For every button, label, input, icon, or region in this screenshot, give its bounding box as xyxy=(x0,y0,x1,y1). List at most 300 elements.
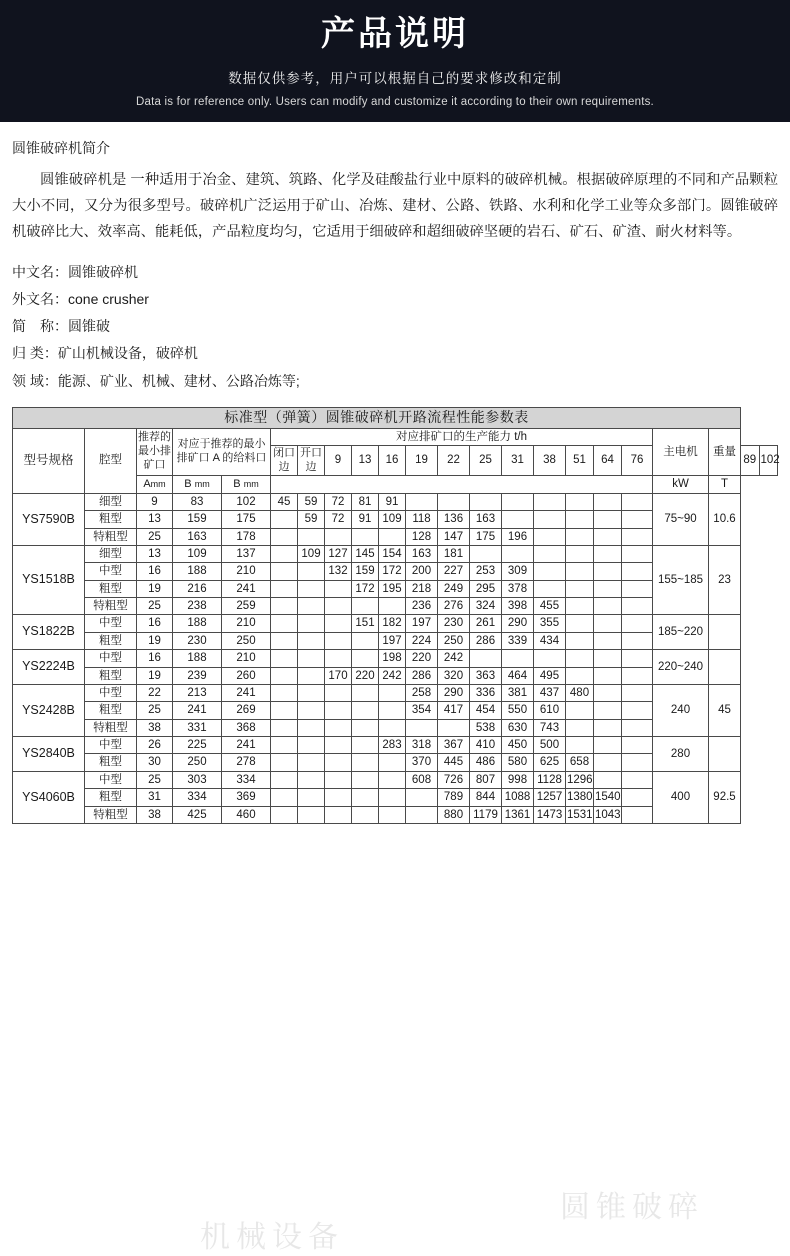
cell-capacity-51: 1361 xyxy=(502,806,534,823)
cell-capacity-19 xyxy=(352,702,379,719)
cell-capacity-25 xyxy=(406,493,438,510)
header-capacity-col-38: 38 xyxy=(534,445,566,476)
cell-closed-side: 109 xyxy=(173,545,222,562)
cell-capacity-16: 72 xyxy=(325,493,352,510)
cell-capacity-51: 550 xyxy=(502,702,534,719)
spec-value: cone crusher xyxy=(68,290,149,307)
cell-capacity-22: 197 xyxy=(379,632,406,649)
spec-key: 中文名： xyxy=(12,263,68,280)
cell-capacity-25: 200 xyxy=(406,563,438,580)
cell-open-side: 241 xyxy=(222,684,271,701)
cell-capacity-31: 726 xyxy=(438,771,470,788)
cell-cavity: 粗型 xyxy=(85,667,137,684)
cell-motor: 155~185 xyxy=(653,545,709,615)
cell-capacity-25 xyxy=(406,806,438,823)
header-weight-unit: T xyxy=(709,476,741,493)
cell-capacity-25: 118 xyxy=(406,511,438,528)
cell-open-side: 241 xyxy=(222,737,271,754)
cell-min-discharge: 26 xyxy=(137,737,173,754)
spec-item-name-cn xyxy=(12,259,778,286)
cell-capacity-76: 1531 xyxy=(566,806,594,823)
cell-capacity-31: 276 xyxy=(438,598,470,615)
cell-capacity-102 xyxy=(622,806,653,823)
cell-capacity-102 xyxy=(622,598,653,615)
table-row xyxy=(13,684,778,701)
cell-capacity-102 xyxy=(622,684,653,701)
cell-weight: 45 xyxy=(709,684,741,736)
cell-capacity-9 xyxy=(271,719,298,736)
cell-cavity: 粗型 xyxy=(85,580,137,597)
cell-capacity-76 xyxy=(566,563,594,580)
cell-capacity-31: 242 xyxy=(438,650,470,667)
cell-capacity-25: 197 xyxy=(406,615,438,632)
cell-capacity-89 xyxy=(594,667,622,684)
table-row xyxy=(13,771,778,788)
header-motor-unit: kW xyxy=(653,476,709,493)
cell-min-discharge: 25 xyxy=(137,702,173,719)
header-subtitle-cn: 数据仅供参考，用户可以根据自己的要求修改和定制 xyxy=(228,70,562,86)
page-title: 产品说明 xyxy=(321,16,469,53)
cell-capacity-31: 136 xyxy=(438,511,470,528)
cell-capacity-102 xyxy=(622,737,653,754)
cell-capacity-22 xyxy=(379,528,406,545)
spec-item-field xyxy=(12,368,778,395)
cell-capacity-16 xyxy=(325,719,352,736)
cell-capacity-31: 320 xyxy=(438,667,470,684)
cell-min-discharge: 16 xyxy=(137,563,173,580)
cell-capacity-25: 220 xyxy=(406,650,438,667)
cell-capacity-22: 242 xyxy=(379,667,406,684)
cell-capacity-9 xyxy=(271,615,298,632)
cell-capacity-13 xyxy=(298,528,325,545)
cell-capacity-16 xyxy=(325,684,352,701)
cell-capacity-13 xyxy=(298,632,325,649)
cell-capacity-19: 172 xyxy=(352,580,379,597)
cell-capacity-89 xyxy=(594,754,622,771)
cell-motor: 185~220 xyxy=(653,615,709,650)
spec-value: 矿山机械设备，破碎机 xyxy=(57,345,198,362)
cell-capacity-38: 454 xyxy=(470,702,502,719)
cell-capacity-22: 109 xyxy=(379,511,406,528)
cell-min-discharge: 19 xyxy=(137,580,173,597)
table-row xyxy=(13,615,778,632)
cell-open-side: 278 xyxy=(222,754,271,771)
cell-capacity-13 xyxy=(298,650,325,667)
cell-min-discharge: 13 xyxy=(137,545,173,562)
cell-model: YS2840B xyxy=(13,737,85,772)
cell-capacity-13 xyxy=(298,789,325,806)
header-capacity-col-13: 13 xyxy=(352,445,379,476)
parameters-table xyxy=(12,407,778,824)
cell-capacity-76 xyxy=(566,580,594,597)
header-min-discharge: 推荐的最小排矿口 xyxy=(137,428,173,476)
cell-capacity-64 xyxy=(534,650,566,667)
cell-capacity-89 xyxy=(594,493,622,510)
cell-capacity-13 xyxy=(298,771,325,788)
watermark-left: 机械设备 xyxy=(200,1220,344,1254)
cell-capacity-64: 1473 xyxy=(534,806,566,823)
table-row xyxy=(13,737,778,754)
cell-closed-side: 230 xyxy=(173,632,222,649)
cell-cavity: 粗型 xyxy=(85,789,137,806)
cell-capacity-89: 1043 xyxy=(594,806,622,823)
header-model: 型号规格 xyxy=(13,428,85,493)
cell-cavity: 中型 xyxy=(85,684,137,701)
cell-capacity-9 xyxy=(271,545,298,562)
cell-capacity-102 xyxy=(622,771,653,788)
cell-motor: 220~240 xyxy=(653,650,709,685)
cell-open-side: 460 xyxy=(222,806,271,823)
cell-capacity-38 xyxy=(470,650,502,667)
cell-capacity-22: 154 xyxy=(379,545,406,562)
cell-motor: 240 xyxy=(653,684,709,736)
cell-capacity-64 xyxy=(534,545,566,562)
cell-capacity-31: 250 xyxy=(438,632,470,649)
cell-cavity: 中型 xyxy=(85,771,137,788)
header-capacity-col-9: 9 xyxy=(325,445,352,476)
header-capacity-col-51: 51 xyxy=(566,445,594,476)
cell-capacity-22: 195 xyxy=(379,580,406,597)
cell-capacity-38: 175 xyxy=(470,528,502,545)
cell-capacity-19 xyxy=(352,632,379,649)
cell-cavity: 中型 xyxy=(85,650,137,667)
header-capacity-col-19: 19 xyxy=(406,445,438,476)
cell-capacity-64: 610 xyxy=(534,702,566,719)
cell-capacity-38: 336 xyxy=(470,684,502,701)
cell-capacity-19 xyxy=(352,771,379,788)
cell-capacity-89 xyxy=(594,511,622,528)
cell-capacity-22 xyxy=(379,789,406,806)
cell-capacity-25: 224 xyxy=(406,632,438,649)
cell-capacity-31: 789 xyxy=(438,789,470,806)
cell-min-discharge: 38 xyxy=(137,806,173,823)
cell-capacity-51: 398 xyxy=(502,598,534,615)
cell-capacity-13 xyxy=(298,702,325,719)
cell-capacity-51 xyxy=(502,493,534,510)
cell-weight: 10.6 xyxy=(709,493,741,545)
cell-capacity-89 xyxy=(594,702,622,719)
header-capacity-col-16: 16 xyxy=(379,445,406,476)
cell-capacity-38 xyxy=(470,493,502,510)
cell-open-side: 269 xyxy=(222,702,271,719)
cell-capacity-76 xyxy=(566,702,594,719)
cell-closed-side: 334 xyxy=(173,789,222,806)
cell-closed-side: 216 xyxy=(173,580,222,597)
cell-capacity-64: 1128 xyxy=(534,771,566,788)
spec-key: 领 域： xyxy=(12,372,58,389)
cell-capacity-51: 378 xyxy=(502,580,534,597)
cell-capacity-64 xyxy=(534,493,566,510)
cell-capacity-64: 500 xyxy=(534,737,566,754)
cell-capacity-13 xyxy=(298,754,325,771)
cell-capacity-13 xyxy=(298,684,325,701)
cell-capacity-76 xyxy=(566,511,594,528)
cell-capacity-22: 182 xyxy=(379,615,406,632)
header-capacity-col-31: 31 xyxy=(502,445,534,476)
table-row xyxy=(13,650,778,667)
cell-capacity-89 xyxy=(594,580,622,597)
cell-capacity-19 xyxy=(352,684,379,701)
cell-capacity-22 xyxy=(379,771,406,788)
cell-weight: 92.5 xyxy=(709,771,741,823)
cell-open-side: 368 xyxy=(222,719,271,736)
watermark-right: 圆锥破碎 xyxy=(560,1190,704,1224)
cell-capacity-16 xyxy=(325,528,352,545)
spec-key: 归 类： xyxy=(12,345,58,362)
cell-capacity-19: 81 xyxy=(352,493,379,510)
cell-capacity-38 xyxy=(470,545,502,562)
cell-capacity-76 xyxy=(566,545,594,562)
cell-capacity-102 xyxy=(622,632,653,649)
cell-open-side: 210 xyxy=(222,563,271,580)
cell-capacity-9 xyxy=(271,563,298,580)
header-motor: 主电机 xyxy=(653,428,709,476)
cell-capacity-9 xyxy=(271,789,298,806)
cell-capacity-89 xyxy=(594,598,622,615)
cell-cavity: 特粗型 xyxy=(85,528,137,545)
cell-capacity-9: 45 xyxy=(271,493,298,510)
cell-capacity-38: 1179 xyxy=(470,806,502,823)
cell-capacity-13 xyxy=(298,806,325,823)
cell-open-side: 210 xyxy=(222,650,271,667)
intro-heading: 圆锥破碎机简介 xyxy=(12,139,110,156)
cell-capacity-38: 286 xyxy=(470,632,502,649)
cell-capacity-19: 151 xyxy=(352,615,379,632)
cell-capacity-102 xyxy=(622,528,653,545)
header-feed-opening: 对应于推荐的最小排矿口 A 的给料口 xyxy=(173,428,271,476)
cell-capacity-51: 290 xyxy=(502,615,534,632)
cell-closed-side: 250 xyxy=(173,754,222,771)
cell-closed-side: 188 xyxy=(173,650,222,667)
cell-capacity-16 xyxy=(325,789,352,806)
document-body xyxy=(0,122,790,1254)
spec-item-name-en xyxy=(12,286,778,313)
cell-capacity-16 xyxy=(325,737,352,754)
cell-capacity-25: 286 xyxy=(406,667,438,684)
cell-cavity: 中型 xyxy=(85,563,137,580)
cell-open-side: 178 xyxy=(222,528,271,545)
header-capacity-col-89: 89 xyxy=(741,445,760,476)
table-title-row xyxy=(13,408,778,429)
cell-capacity-22: 198 xyxy=(379,650,406,667)
cell-capacity-25: 608 xyxy=(406,771,438,788)
cell-capacity-102 xyxy=(622,789,653,806)
cell-capacity-16 xyxy=(325,615,352,632)
cell-capacity-102 xyxy=(622,615,653,632)
cell-capacity-19 xyxy=(352,719,379,736)
cell-capacity-38: 295 xyxy=(470,580,502,597)
cell-open-side: 241 xyxy=(222,580,271,597)
cell-capacity-51: 464 xyxy=(502,667,534,684)
header-capacity-col-76: 76 xyxy=(622,445,653,476)
cell-open-side: 369 xyxy=(222,789,271,806)
cell-capacity-13 xyxy=(298,598,325,615)
cell-capacity-38: 163 xyxy=(470,511,502,528)
cell-capacity-102 xyxy=(622,702,653,719)
header-capacity: 对应排矿口的生产能力 t/h xyxy=(271,428,653,445)
cell-capacity-25: 258 xyxy=(406,684,438,701)
cell-capacity-102 xyxy=(622,511,653,528)
cell-capacity-31: 147 xyxy=(438,528,470,545)
header-capacity-col-25: 25 xyxy=(470,445,502,476)
cell-capacity-19 xyxy=(352,754,379,771)
cell-weight xyxy=(709,650,741,685)
cell-capacity-22 xyxy=(379,754,406,771)
cell-cavity: 中型 xyxy=(85,615,137,632)
cell-capacity-9 xyxy=(271,737,298,754)
cell-capacity-16 xyxy=(325,598,352,615)
cell-capacity-25: 163 xyxy=(406,545,438,562)
cell-capacity-22 xyxy=(379,598,406,615)
cell-capacity-19 xyxy=(352,789,379,806)
cell-capacity-13 xyxy=(298,580,325,597)
cell-model: YS2428B xyxy=(13,684,85,736)
cell-closed-side: 163 xyxy=(173,528,222,545)
header-capacity-col-102: 102 xyxy=(759,445,778,476)
table-header-row-1 xyxy=(13,428,778,445)
table-row xyxy=(13,493,778,510)
cell-open-side: 137 xyxy=(222,545,271,562)
cell-capacity-102 xyxy=(622,719,653,736)
cell-capacity-22 xyxy=(379,684,406,701)
cell-min-discharge: 30 xyxy=(137,754,173,771)
cell-capacity-76 xyxy=(566,632,594,649)
cell-capacity-102 xyxy=(622,650,653,667)
cell-capacity-51 xyxy=(502,511,534,528)
cell-capacity-9 xyxy=(271,650,298,667)
cell-capacity-16 xyxy=(325,632,352,649)
cell-capacity-19 xyxy=(352,737,379,754)
table-row xyxy=(13,545,778,562)
cell-capacity-38: 844 xyxy=(470,789,502,806)
cell-closed-side: 303 xyxy=(173,771,222,788)
cell-model: YS7590B xyxy=(13,493,85,545)
cell-capacity-64: 434 xyxy=(534,632,566,649)
header-open-side: 开口边 xyxy=(298,445,325,476)
cell-capacity-51: 196 xyxy=(502,528,534,545)
cell-capacity-16: 72 xyxy=(325,511,352,528)
cell-min-discharge: 19 xyxy=(137,667,173,684)
cell-capacity-38: 486 xyxy=(470,754,502,771)
cell-capacity-19 xyxy=(352,528,379,545)
cell-capacity-64: 743 xyxy=(534,719,566,736)
cell-capacity-76 xyxy=(566,667,594,684)
cell-capacity-22: 172 xyxy=(379,563,406,580)
cell-capacity-19 xyxy=(352,598,379,615)
cell-capacity-76 xyxy=(566,650,594,667)
cell-capacity-64 xyxy=(534,563,566,580)
cell-capacity-102 xyxy=(622,563,653,580)
cell-capacity-51: 1088 xyxy=(502,789,534,806)
cell-capacity-38: 807 xyxy=(470,771,502,788)
cell-min-discharge: 16 xyxy=(137,615,173,632)
cell-capacity-25: 354 xyxy=(406,702,438,719)
cell-capacity-89: 1540 xyxy=(594,789,622,806)
cell-capacity-31 xyxy=(438,719,470,736)
cell-capacity-89 xyxy=(594,684,622,701)
cell-min-discharge: 25 xyxy=(137,771,173,788)
cell-capacity-19: 220 xyxy=(352,667,379,684)
cell-capacity-25: 236 xyxy=(406,598,438,615)
cell-capacity-51 xyxy=(502,650,534,667)
cell-capacity-89 xyxy=(594,719,622,736)
cell-model: YS4060B xyxy=(13,771,85,823)
cell-capacity-25 xyxy=(406,789,438,806)
cell-capacity-64: 1257 xyxy=(534,789,566,806)
cell-capacity-22: 91 xyxy=(379,493,406,510)
cell-capacity-89 xyxy=(594,528,622,545)
cell-capacity-9 xyxy=(271,667,298,684)
cell-min-discharge: 31 xyxy=(137,789,173,806)
header-open-side-unit: B mm xyxy=(222,476,271,493)
cell-capacity-31 xyxy=(438,493,470,510)
cell-capacity-89 xyxy=(594,615,622,632)
cell-capacity-19: 91 xyxy=(352,511,379,528)
header-cavity: 腔型 xyxy=(85,428,137,493)
cell-capacity-31: 181 xyxy=(438,545,470,562)
cell-capacity-13 xyxy=(298,719,325,736)
cell-capacity-31: 417 xyxy=(438,702,470,719)
cell-min-discharge: 38 xyxy=(137,719,173,736)
cell-model: YS1822B xyxy=(13,615,85,650)
cell-capacity-64: 355 xyxy=(534,615,566,632)
cell-capacity-19 xyxy=(352,650,379,667)
cell-cavity: 特粗型 xyxy=(85,806,137,823)
cell-capacity-51: 580 xyxy=(502,754,534,771)
cell-capacity-16: 132 xyxy=(325,563,352,580)
cell-capacity-64: 495 xyxy=(534,667,566,684)
spec-value: 圆锥破碎机 xyxy=(68,263,138,280)
cell-open-side: 259 xyxy=(222,598,271,615)
cell-cavity: 细型 xyxy=(85,493,137,510)
cell-capacity-25: 318 xyxy=(406,737,438,754)
header-capacity-col-64: 64 xyxy=(594,445,622,476)
page-header xyxy=(0,0,790,122)
cell-motor: 400 xyxy=(653,771,709,823)
cell-closed-side: 188 xyxy=(173,615,222,632)
cell-cavity: 粗型 xyxy=(85,511,137,528)
cell-motor: 280 xyxy=(653,737,709,772)
cell-capacity-31: 880 xyxy=(438,806,470,823)
spec-value: 圆锥破 xyxy=(68,318,110,335)
cell-capacity-64: 455 xyxy=(534,598,566,615)
cell-capacity-9 xyxy=(271,684,298,701)
cell-capacity-38: 324 xyxy=(470,598,502,615)
cell-model: YS2224B xyxy=(13,650,85,685)
cell-capacity-22 xyxy=(379,702,406,719)
cell-cavity: 粗型 xyxy=(85,754,137,771)
cell-capacity-38: 410 xyxy=(470,737,502,754)
cell-min-discharge: 25 xyxy=(137,598,173,615)
cell-capacity-13 xyxy=(298,737,325,754)
cell-capacity-38: 253 xyxy=(470,563,502,580)
cell-weight xyxy=(709,615,741,650)
cell-model: YS1518B xyxy=(13,545,85,615)
header-subtitle-en: Data is for reference only. Users can modify and customize it according to their own requirements. xyxy=(136,95,654,108)
cell-capacity-16 xyxy=(325,771,352,788)
header-closed-side: 闭口边 xyxy=(271,445,298,476)
cell-capacity-76 xyxy=(566,737,594,754)
cell-capacity-9 xyxy=(271,598,298,615)
cell-capacity-76 xyxy=(566,615,594,632)
cell-capacity-13 xyxy=(298,615,325,632)
cell-closed-side: 425 xyxy=(173,806,222,823)
table-title: 标准型（弹簧）圆锥破碎机开路流程性能参数表 xyxy=(13,408,741,429)
cell-capacity-64 xyxy=(534,511,566,528)
cell-open-side: 175 xyxy=(222,511,271,528)
cell-capacity-16 xyxy=(325,702,352,719)
cell-capacity-89 xyxy=(594,737,622,754)
